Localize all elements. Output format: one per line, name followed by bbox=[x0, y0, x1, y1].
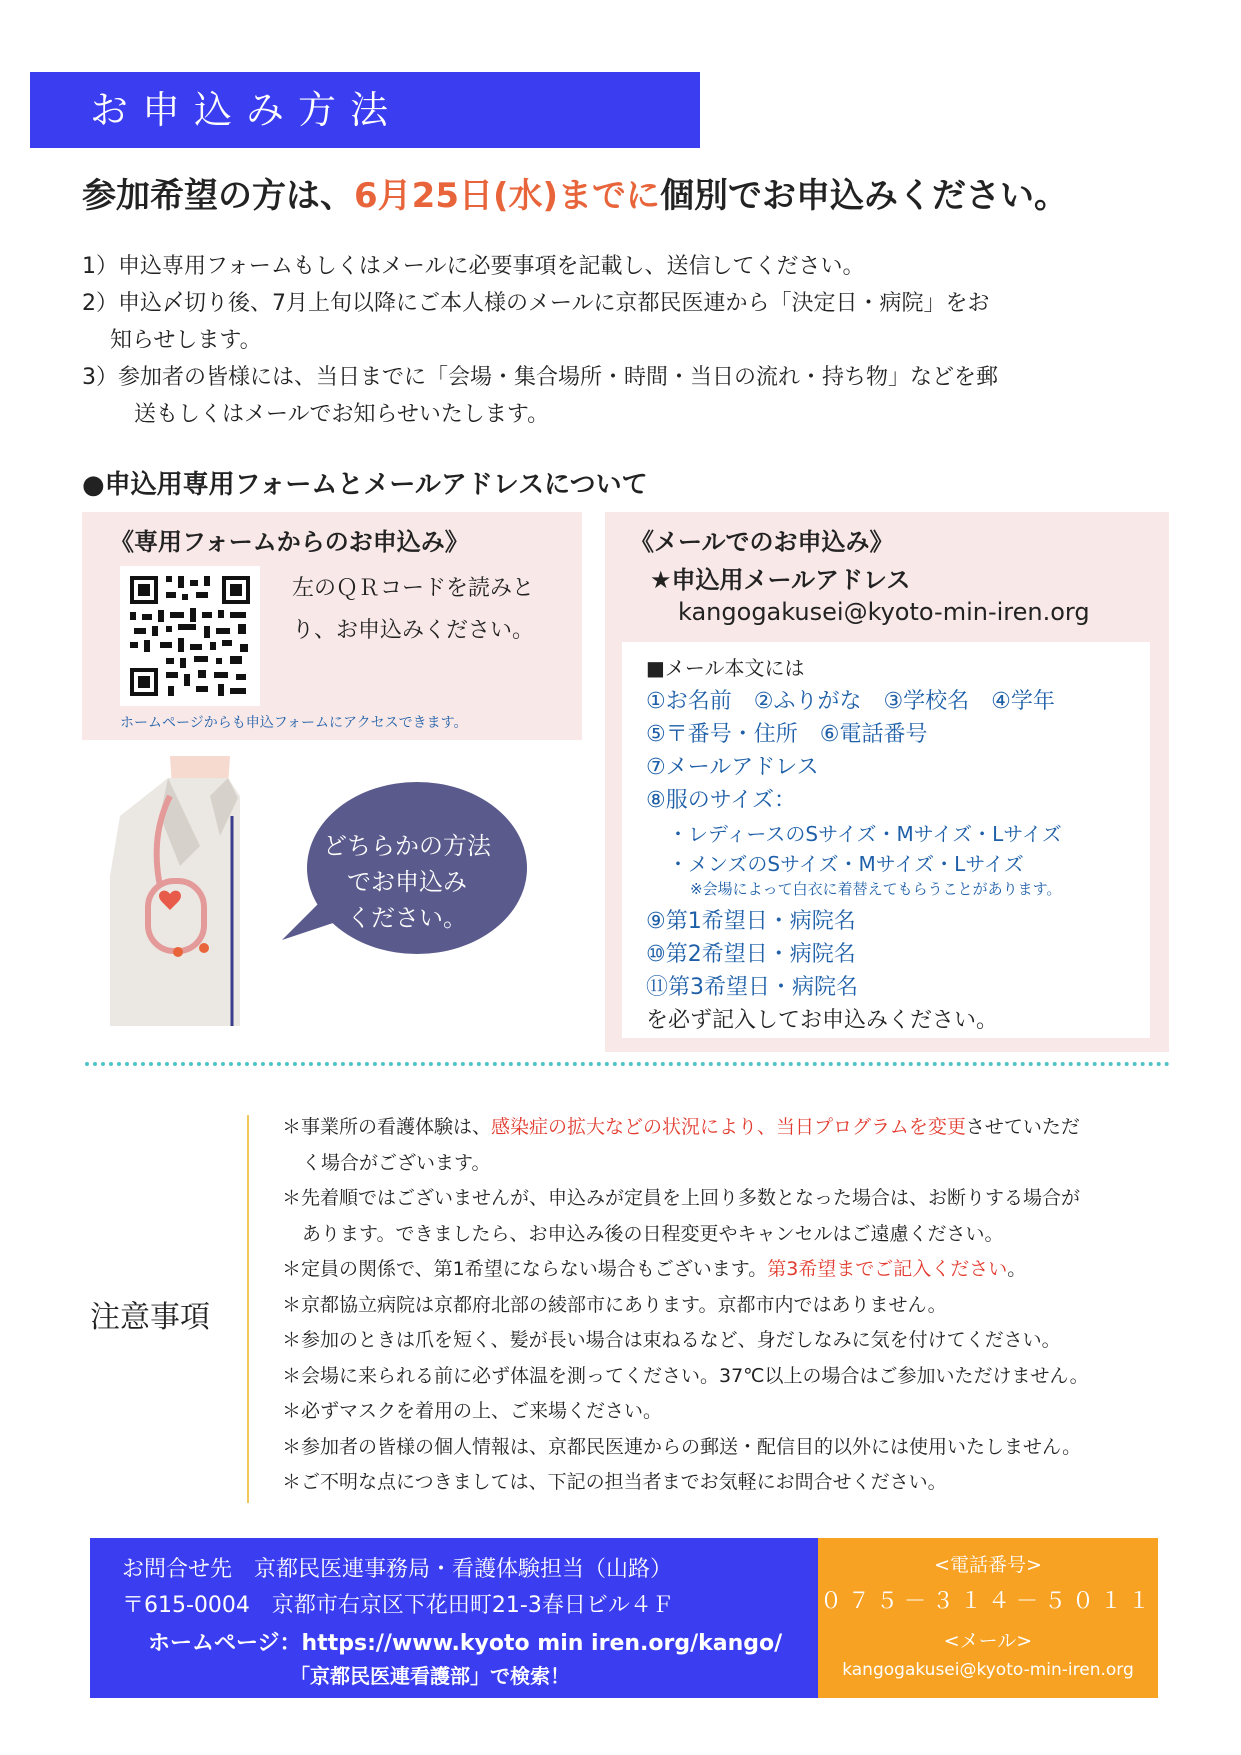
notice-1 bbox=[282, 1110, 1162, 1146]
notice-1-red: 感染症の拡大などの状況により、当日プログラムを変更 bbox=[491, 1116, 966, 1138]
bubble-line2: でお申込み bbox=[347, 868, 467, 896]
form-title: 《専用フォームからのお申込み》 bbox=[110, 528, 469, 556]
footer-phone[interactable]: ０７５－３１４－５０１１ bbox=[819, 1589, 1156, 1614]
notice-9: ＊ご不明な点につきましては、下記の担当者までお気軽にお問合せください。 bbox=[282, 1471, 947, 1493]
qr-code-icon bbox=[120, 566, 260, 706]
notice-3-red: 第3希望までご記入ください bbox=[767, 1258, 1008, 1280]
notice-label: 注意事項 bbox=[90, 1300, 210, 1335]
lead-post: 個別でお申込みください。 bbox=[660, 176, 1069, 216]
mail-note: ※会場によって白衣に着替えてもらうことがあります。 bbox=[690, 880, 1062, 898]
step-3: 3）参加者の皆様には、当日までに「会場・集合場所・時間・当日の流れ・持ち物」などを郵 bbox=[82, 365, 999, 390]
mail-item-9: ⑪第3希望日・病院名 bbox=[646, 975, 858, 1000]
footer-phone-label: <電話番号> bbox=[934, 1554, 1042, 1576]
notice-2-cont: あります。できましたら、お申込み後の日程変更やキャンセルはご遠慮ください。 bbox=[302, 1222, 1004, 1245]
step-1: 1）申込専用フォームもしくはメールに必要事項を記載し、送信してください。 bbox=[82, 254, 865, 279]
section-title-bar bbox=[30, 72, 700, 148]
notice-8: ＊参加者の皆様の個人情報は、京都民医連からの郵送・配信目的以外には使用いたしません。 bbox=[282, 1435, 1082, 1458]
mail-item-2: ⑤〒番号・住所 ⑥電話番号 bbox=[646, 722, 928, 747]
lead-deadline: 6月25日(水)までに bbox=[354, 176, 661, 216]
lead-sentence bbox=[82, 168, 1068, 217]
mail-item-6: ・メンズのSサイズ・Mサイズ・Lサイズ bbox=[668, 852, 1024, 876]
footer-address: 〒615-0004 京都市右京区下花田町21-3春日ビル４Ｆ bbox=[122, 1593, 674, 1618]
notice-7: ＊必ずマスクを着用の上、ご来場ください。 bbox=[282, 1400, 663, 1422]
footer-mail[interactable]: kangogakusei@kyoto-min-iren.org bbox=[842, 1660, 1134, 1680]
notice-3 bbox=[282, 1252, 1162, 1288]
notice-2: ＊先着順ではございませんが、申込みが定員を上回り多数となった場合は、お断りする場合が bbox=[282, 1187, 1081, 1209]
step-2-cont: 知らせします。 bbox=[110, 328, 262, 353]
qr-text-line2: り、お申込みください。 bbox=[292, 618, 535, 643]
form-homepage-note: ホームページからも申込フォームにアクセスできます。 bbox=[120, 715, 468, 731]
notice-6: ＊会場に来られる前に必ず体温を測ってください。37℃以上の場合はご参加いただけません。 bbox=[282, 1364, 1089, 1387]
notice-1-a: ＊事業所の看護体験は、 bbox=[282, 1116, 492, 1138]
bubble-line1: どちらかの方法 bbox=[323, 832, 491, 860]
dotted-divider bbox=[85, 1062, 1170, 1066]
step-2: 2）申込〆切り後、7月上旬以降にご本人様のメールに京都民医連から「決定日・病院」をお bbox=[82, 291, 990, 316]
mail-title: 《メールでのお申込み》 bbox=[630, 528, 894, 556]
mail-item-3: ⑦メールアドレス bbox=[646, 755, 819, 780]
footer-mail-label: <メール> bbox=[943, 1630, 1033, 1652]
nurse-coat-icon bbox=[110, 756, 260, 1036]
notice-3-b: 。 bbox=[1007, 1258, 1027, 1280]
mail-address[interactable]: kangogakusei@kyoto-min-iren.org bbox=[678, 598, 1090, 626]
footer-homepage[interactable]: ホームページ：https://www.kyoto min iren.org/kango/ bbox=[148, 1631, 783, 1656]
mail-item-4: ⑧服のサイズ： bbox=[646, 788, 796, 813]
notice-list bbox=[282, 1110, 1162, 1501]
mail-item-1: ①お名前 ②ふりがな ③学校名 ④学年 bbox=[646, 689, 1055, 714]
qr-text-line1: 左のＱＲコードを読みと bbox=[292, 576, 535, 601]
nurse-illustration bbox=[110, 756, 260, 1036]
mail-subtitle: ★申込用メールアドレス bbox=[650, 566, 911, 594]
bubble-line3: ください。 bbox=[347, 904, 467, 932]
notice-3-a: ＊定員の関係で、第1希望にならない場合もございます。 bbox=[282, 1258, 768, 1280]
notice-1-cont: く場合がございます。 bbox=[302, 1151, 491, 1174]
qr-instructions bbox=[292, 568, 534, 652]
notice-divider bbox=[247, 1115, 249, 1503]
footer-contact: お問合せ先 京都民医連事務局・看護体験担当（山路） bbox=[122, 1557, 673, 1582]
mail-item-8: ⑩第2希望日・病院名 bbox=[646, 942, 856, 967]
notice-5: ＊参加のときは爪を短く、髪が長い場合は束ねるなど、身だしなみに気を付けてください。 bbox=[282, 1329, 1061, 1351]
footer-search: 「京都民医連看護部」で検索！ bbox=[290, 1664, 570, 1688]
step-3-cont: 送もしくはメールでお知らせいたします。 bbox=[134, 402, 550, 427]
bubble-text bbox=[282, 828, 532, 936]
form-mail-heading: ●申込用専用フォームとメールアドレスについて bbox=[82, 470, 648, 500]
notice-4: ＊京都協立病院は京都府北部の綾部市にあります。京都市内ではありません。 bbox=[282, 1293, 947, 1316]
notice-1-b: させていただ bbox=[965, 1116, 1080, 1138]
mail-body-heading: ■メール本文には bbox=[646, 656, 805, 680]
steps-list bbox=[82, 248, 1182, 433]
lead-pre: 参加希望の方は、 bbox=[82, 176, 354, 216]
qr-code[interactable] bbox=[120, 566, 260, 706]
mail-closing: を必ず記入してお申込みください。 bbox=[646, 1008, 999, 1033]
mail-item-5: ・レディースのSサイズ・Mサイズ・Lサイズ bbox=[668, 822, 1062, 846]
section-title: お申込み方法 bbox=[90, 88, 403, 132]
mail-item-7: ⑨第1希望日・病院名 bbox=[646, 909, 856, 934]
